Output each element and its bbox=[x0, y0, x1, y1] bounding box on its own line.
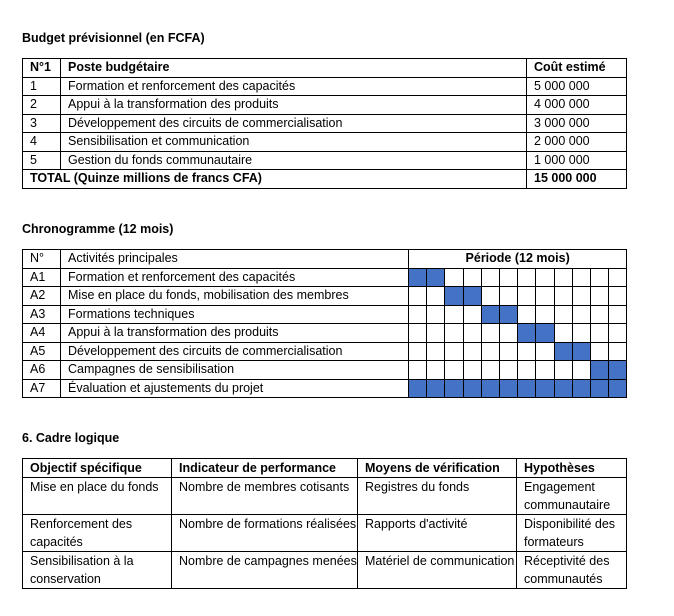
month-cell bbox=[518, 287, 536, 306]
month-cell-active bbox=[590, 361, 608, 380]
month-cell-active bbox=[554, 379, 572, 398]
framework-objective: Mise en place du fonds bbox=[23, 478, 172, 515]
table-row bbox=[23, 151, 627, 170]
framework-header-verification: Moyens de vérification bbox=[358, 459, 517, 478]
budget-cost: 5 000 000 bbox=[527, 77, 627, 96]
month-cell bbox=[427, 287, 445, 306]
month-cell bbox=[499, 361, 517, 380]
framework-verification: Matériel de communication bbox=[358, 552, 517, 589]
month-cell bbox=[590, 324, 608, 343]
framework-hypothesis: Engagement communautaire bbox=[517, 478, 627, 515]
month-cell bbox=[409, 305, 427, 324]
month-cell bbox=[590, 342, 608, 361]
chronogram-code: A6 bbox=[23, 361, 61, 380]
budget-number: 4 bbox=[23, 133, 61, 152]
month-cell bbox=[409, 287, 427, 306]
month-cell-active bbox=[445, 379, 463, 398]
budget-item: Formation et renforcement des capacités bbox=[61, 77, 527, 96]
month-cell bbox=[445, 268, 463, 287]
month-cell bbox=[463, 361, 481, 380]
chronogram-activity: Développement des circuits de commercialisation bbox=[61, 342, 409, 361]
budget-cost: 1 000 000 bbox=[527, 151, 627, 170]
table-row bbox=[23, 305, 627, 324]
budget-item: Gestion du fonds communautaire bbox=[61, 151, 527, 170]
month-cell bbox=[536, 268, 554, 287]
budget-cost: 3 000 000 bbox=[527, 114, 627, 133]
framework-objective: Sensibilisation à la conservation bbox=[23, 552, 172, 589]
budget-header-number: N°1 bbox=[23, 59, 61, 78]
framework-indicator: Nombre de campagnes menées bbox=[172, 552, 358, 589]
framework-header-hypotheses: Hypothèses bbox=[517, 459, 627, 478]
month-cell-active bbox=[463, 287, 481, 306]
chronogram-activity: Formations techniques bbox=[61, 305, 409, 324]
month-cell bbox=[409, 324, 427, 343]
month-cell bbox=[499, 324, 517, 343]
month-cell bbox=[481, 361, 499, 380]
month-cell bbox=[590, 305, 608, 324]
budget-number: 1 bbox=[23, 77, 61, 96]
chronogram-code: A1 bbox=[23, 268, 61, 287]
budget-item: Appui à la transformation des produits bbox=[61, 96, 527, 115]
framework-indicator: Nombre de formations réalisées bbox=[172, 515, 358, 552]
month-cell-active bbox=[518, 324, 536, 343]
month-cell bbox=[536, 361, 554, 380]
month-cell bbox=[481, 268, 499, 287]
table-row bbox=[23, 478, 627, 515]
month-cell bbox=[445, 342, 463, 361]
budget-table bbox=[22, 58, 627, 189]
framework-header-indicator: Indicateur de performance bbox=[172, 459, 358, 478]
framework-title: 6. Cadre logique bbox=[22, 431, 120, 445]
month-cell bbox=[554, 361, 572, 380]
budget-item: Développement des circuits de commercialisation bbox=[61, 114, 527, 133]
table-row bbox=[23, 342, 627, 361]
month-cell-active bbox=[572, 342, 590, 361]
month-cell-active bbox=[572, 379, 590, 398]
table-row bbox=[23, 133, 627, 152]
month-cell bbox=[445, 324, 463, 343]
month-cell bbox=[409, 342, 427, 361]
table-row bbox=[23, 515, 627, 552]
month-cell bbox=[463, 268, 481, 287]
month-cell bbox=[518, 342, 536, 361]
month-cell-active bbox=[609, 379, 627, 398]
month-cell-active bbox=[554, 342, 572, 361]
chronogram-code: A4 bbox=[23, 324, 61, 343]
table-row bbox=[23, 287, 627, 306]
chronogram-code: A2 bbox=[23, 287, 61, 306]
chronogram-code: A3 bbox=[23, 305, 61, 324]
table-row bbox=[23, 552, 627, 589]
budget-total-value: 15 000 000 bbox=[527, 170, 627, 189]
month-cell-active bbox=[409, 379, 427, 398]
budget-number: 3 bbox=[23, 114, 61, 133]
chronogram-title: Chronogramme (12 mois) bbox=[22, 222, 174, 236]
framework-hypothesis: Réceptivité des communautés bbox=[517, 552, 627, 589]
month-cell bbox=[609, 287, 627, 306]
month-cell bbox=[427, 342, 445, 361]
table-row bbox=[23, 324, 627, 343]
month-cell-active bbox=[609, 361, 627, 380]
month-cell bbox=[445, 305, 463, 324]
budget-title: Budget prévisionnel (en FCFA) bbox=[22, 31, 205, 45]
month-cell bbox=[609, 305, 627, 324]
budget-number: 2 bbox=[23, 96, 61, 115]
table-row bbox=[23, 379, 627, 398]
month-cell bbox=[445, 361, 463, 380]
chronogram-table bbox=[22, 249, 627, 398]
month-cell bbox=[481, 324, 499, 343]
month-cell bbox=[463, 342, 481, 361]
chronogram-activity: Évaluation et ajustements du projet bbox=[61, 379, 409, 398]
month-cell bbox=[499, 268, 517, 287]
month-cell-active bbox=[518, 379, 536, 398]
budget-header-cost: Coût estimé bbox=[527, 59, 627, 78]
month-cell bbox=[572, 361, 590, 380]
month-cell-active bbox=[499, 305, 517, 324]
month-cell bbox=[518, 268, 536, 287]
month-cell-active bbox=[445, 287, 463, 306]
table-row bbox=[23, 268, 627, 287]
month-cell bbox=[554, 268, 572, 287]
chronogram-header-activity: Activités principales bbox=[61, 250, 409, 269]
month-cell bbox=[518, 305, 536, 324]
month-cell-active bbox=[409, 268, 427, 287]
month-cell bbox=[554, 287, 572, 306]
month-cell bbox=[554, 305, 572, 324]
budget-number: 5 bbox=[23, 151, 61, 170]
month-cell bbox=[572, 324, 590, 343]
table-row bbox=[23, 77, 627, 96]
framework-table bbox=[22, 458, 627, 589]
chronogram-activity: Formation et renforcement des capacités bbox=[61, 268, 409, 287]
month-cell-active bbox=[481, 379, 499, 398]
month-cell bbox=[409, 361, 427, 380]
month-cell bbox=[427, 361, 445, 380]
month-cell bbox=[572, 287, 590, 306]
framework-indicator: Nombre de membres cotisants bbox=[172, 478, 358, 515]
month-cell bbox=[572, 268, 590, 287]
month-cell-active bbox=[536, 379, 554, 398]
budget-total-label: TOTAL (Quinze millions de francs CFA) bbox=[23, 170, 527, 189]
chronogram-code: A5 bbox=[23, 342, 61, 361]
budget-cost: 4 000 000 bbox=[527, 96, 627, 115]
budget-header-row bbox=[23, 59, 627, 78]
month-cell bbox=[554, 324, 572, 343]
month-cell bbox=[609, 268, 627, 287]
framework-verification: Rapports d'activité bbox=[358, 515, 517, 552]
month-cell-active bbox=[499, 379, 517, 398]
table-row bbox=[23, 361, 627, 380]
month-cell bbox=[590, 268, 608, 287]
framework-hypothesis: Disponibilité des formateurs bbox=[517, 515, 627, 552]
chronogram-activity: Mise en place du fonds, mobilisation des membres bbox=[61, 287, 409, 306]
chronogram-activity: Appui à la transformation des produits bbox=[61, 324, 409, 343]
chronogram-body bbox=[23, 268, 627, 398]
month-cell bbox=[609, 324, 627, 343]
month-cell bbox=[590, 287, 608, 306]
table-row bbox=[23, 96, 627, 115]
chronogram-code: A7 bbox=[23, 379, 61, 398]
table-row bbox=[23, 114, 627, 133]
month-cell bbox=[536, 287, 554, 306]
framework-header-row bbox=[23, 459, 627, 478]
framework-verification: Registres du fonds bbox=[358, 478, 517, 515]
framework-objective: Renforcement des capacités bbox=[23, 515, 172, 552]
chronogram-header-row bbox=[23, 250, 627, 269]
month-cell bbox=[427, 324, 445, 343]
month-cell bbox=[609, 342, 627, 361]
month-cell-active bbox=[427, 379, 445, 398]
chronogram-header-period: Période (12 mois) bbox=[409, 250, 627, 269]
chronogram-activity: Campagnes de sensibilisation bbox=[61, 361, 409, 380]
month-cell bbox=[499, 287, 517, 306]
month-cell bbox=[463, 305, 481, 324]
budget-header-item: Poste budgétaire bbox=[61, 59, 527, 78]
month-cell bbox=[481, 287, 499, 306]
framework-header-objective: Objectif spécifique bbox=[23, 459, 172, 478]
month-cell-active bbox=[590, 379, 608, 398]
month-cell bbox=[427, 305, 445, 324]
budget-total-row bbox=[23, 170, 627, 189]
month-cell-active bbox=[481, 305, 499, 324]
month-cell bbox=[572, 305, 590, 324]
chronogram-header-code: N° bbox=[23, 250, 61, 269]
month-cell-active bbox=[536, 324, 554, 343]
month-cell bbox=[499, 342, 517, 361]
month-cell bbox=[518, 361, 536, 380]
budget-cost: 2 000 000 bbox=[527, 133, 627, 152]
month-cell bbox=[463, 324, 481, 343]
month-cell-active bbox=[427, 268, 445, 287]
month-cell-active bbox=[463, 379, 481, 398]
month-cell bbox=[536, 342, 554, 361]
budget-item: Sensibilisation et communication bbox=[61, 133, 527, 152]
month-cell bbox=[481, 342, 499, 361]
month-cell bbox=[536, 305, 554, 324]
